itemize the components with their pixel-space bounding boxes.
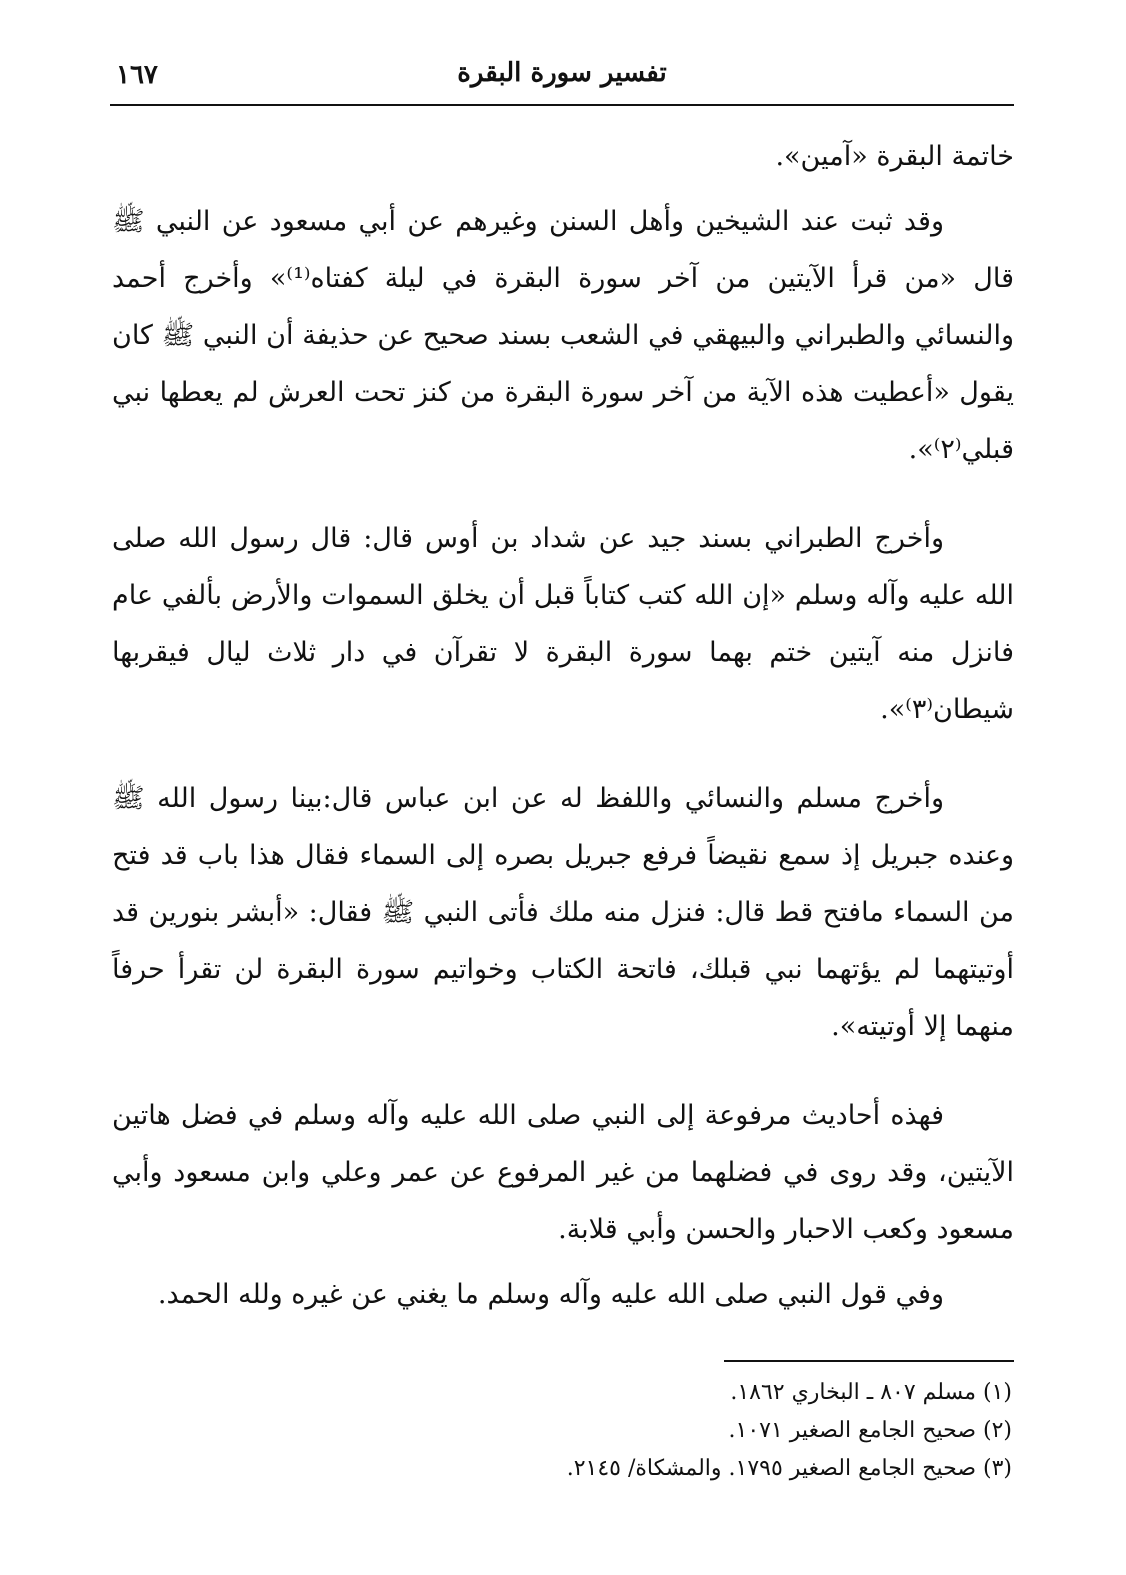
paragraph-1: خاتمة البقرة «آمين». — [775, 141, 1014, 172]
header-title: تفسير سورة البقرة — [457, 58, 667, 88]
footnote-divider — [724, 1360, 1014, 1362]
footnote-2: (٢) صحيح الجامع الصغير ١٠٧١. — [728, 1418, 1012, 1443]
footnotes — [112, 1374, 1012, 1488]
page-number: ١٦٧ — [116, 60, 158, 90]
running-header — [110, 52, 1014, 104]
paragraph-3: وأخرج الطبراني بسند جيد عن شداد بن أوس قال: قال رسول الله صلى الله عليه وآله وسلم «إن الله كتب كتاباً قبل أن يخلق السموات والأرض بألفي عام فانزل منه آيتين ختم بهما سورة البقرة لا تقرآن في دار ثلاث ليال فيقربها شيطان⁽٣⁾». — [112, 523, 1014, 725]
paragraph-5: فهذه أحاديث مرفوعة إلى النبي صلى الله عليه وآله وسلم في فضل هاتين الآيتين، وقد روى في فضلهما من غير المرفوع عن عمر وعلي وابن مسعود وأبي مسعود وكعب الاحبار والحسن وأبي قلابة. — [112, 1100, 1014, 1245]
main-text — [112, 128, 1014, 1323]
footnote-1: (١) مسلم ٨٠٧ ـ البخاري ١٨٦٢. — [730, 1380, 1012, 1405]
paragraph-4: وأخرج مسلم والنسائي واللفظ له عن ابن عباس قال:بينا رسول الله ﷺ وعنده جبريل إذ سمع نقيضاً فرفع جبريل بصره إلى السماء فقال هذا باب قد فتح من السماء مافتح قط قال: فنزل منه ملك فأتى النبي ﷺ فقال: «أبشر بنورين قد أوتيتهما لم يؤتهما نبي قبلك، فاتحة الكتاب وخواتيم سورة البقرة لن تقرأ حرفاً منهما إلا أوتيته». — [112, 783, 1014, 1042]
paragraph-6: وفي قول النبي صلى الله عليه وآله وسلم ما يغني عن غيره ولله الحمد. — [157, 1279, 944, 1310]
header-divider — [110, 104, 1014, 106]
footnote-3: (٣) صحيح الجامع الصغير ١٧٩٥. والمشكاة/ ٢١٤٥. — [566, 1456, 1012, 1481]
paragraph-2: وقد ثبت عند الشيخين وأهل السنن وغيرهم عن أبي مسعود عن النبي ﷺ قال «من قرأ الآيتين من آخر سورة البقرة في ليلة كفتاه⁽¹⁾» وأخرج أحمد والنسائي والطبراني والبيهقي في الشعب بسند صحيح عن حذيفة أن النبي ﷺ كان يقول «أعطيت هذه الآية من آخر سورة البقرة من كنز تحت العرش لم يعطها نبي قبلي⁽٢⁾». — [112, 206, 1014, 465]
